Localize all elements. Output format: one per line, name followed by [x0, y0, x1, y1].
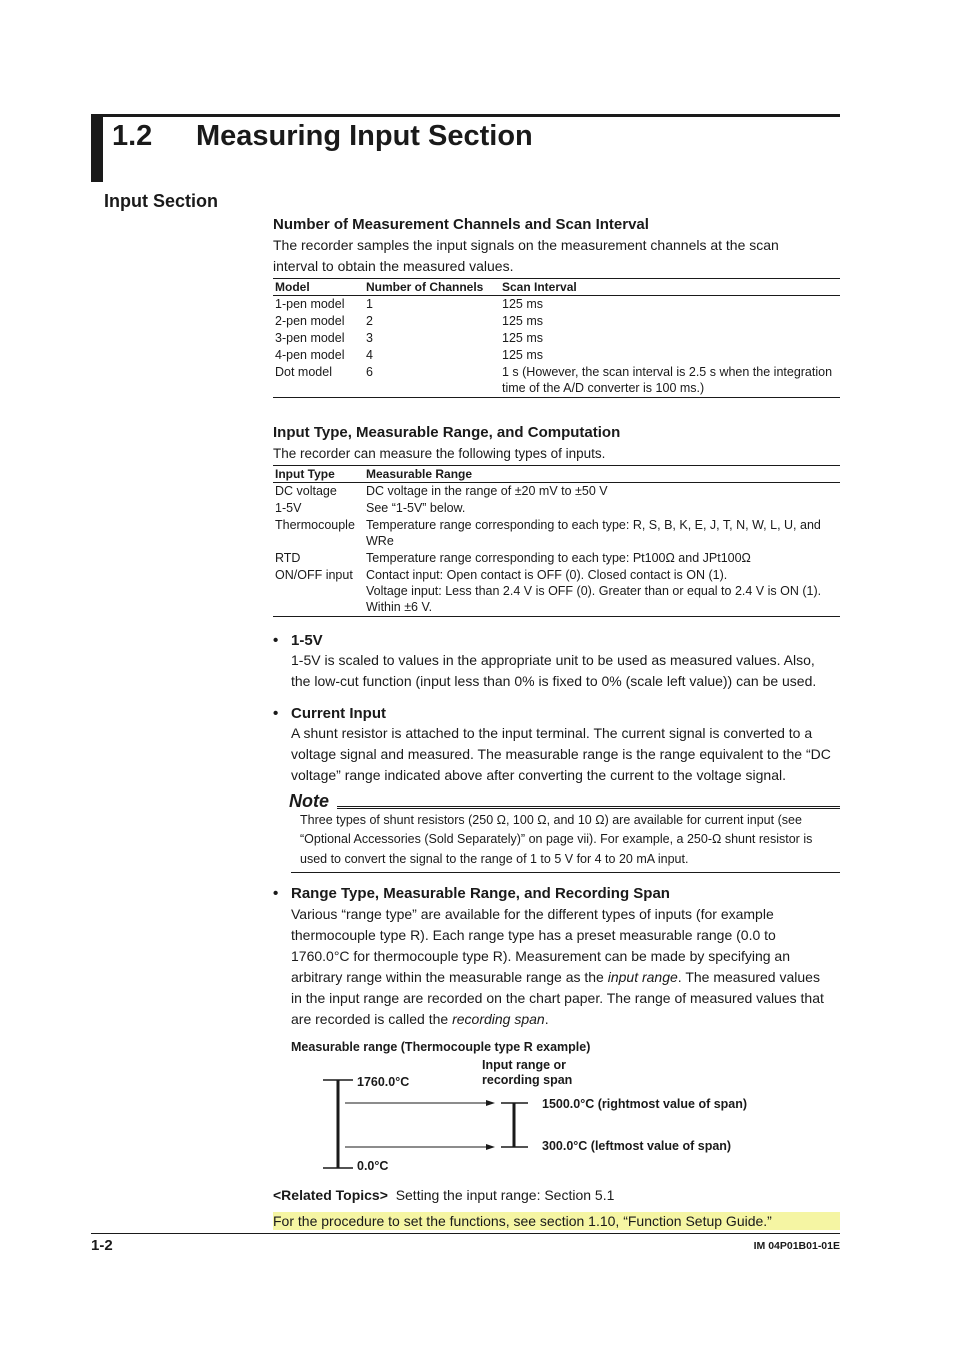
interval-cell: 125 ms [502, 331, 543, 345]
title-accent-bar [91, 114, 103, 182]
range-cell [364, 567, 840, 617]
document-id: IM 04P01B01-01E [753, 1240, 840, 1252]
bullet-current-line: voltage” range indicated above after converting the current to the voltage signal. [291, 767, 786, 783]
note-label: Note [289, 791, 329, 811]
bullet-range-line: thermocouple type R). Each range type has a preset measurable range (0.0 to [291, 927, 776, 943]
range-cell [364, 517, 840, 550]
input-type-cell: 1-5V [275, 501, 302, 515]
interval-line: time of the A/D converter is 100 ms.) [502, 381, 705, 395]
table-row [273, 483, 840, 501]
interval-cell: 125 ms [502, 314, 543, 328]
bullet-range-line [291, 967, 820, 988]
column-header-input-type: Input Type [273, 466, 364, 483]
bullet-range-line: in the input range are recorded on the chart paper. The range of measured values that [291, 990, 824, 1006]
italic-term: input range [607, 969, 678, 985]
title-rule [91, 114, 840, 117]
channels-cell: 4 [366, 348, 373, 362]
table-row [273, 550, 840, 567]
footer-rule [91, 1233, 840, 1234]
interval-cell: 125 ms [502, 348, 543, 362]
text-span: are recorded is called the [291, 1011, 453, 1027]
range-cell: DC voltage in the range of ±20 mV to ±50 V [366, 484, 608, 498]
model-cell: 2-pen model [275, 314, 345, 328]
channels-cell: 3 [366, 331, 373, 345]
bullet-current-line: A shunt resistor is attached to the input terminal. The current signal is converted to a [291, 725, 813, 741]
model-cell: Dot model [275, 365, 332, 379]
note-line: “Optional Accessories (Sold Separately)” on page vii). For example, a 250-Ω shunt resistor is [300, 832, 813, 846]
text-span: . [544, 1011, 549, 1027]
note-bottom-rule [291, 872, 840, 873]
model-cell: 3-pen model [275, 331, 345, 345]
range-line: Temperature range corresponding to each type: R, S, B, K, E, J, T, N, W, L, U, and [366, 518, 821, 532]
text-span: . The measured values [677, 969, 820, 985]
table-row [273, 517, 840, 550]
column-header-measurable-range: Measurable Range [364, 466, 840, 483]
note-top-rule [337, 806, 840, 807]
bullet-current-line: voltage signal and measured. The measurable range is the range equivalent to the “DC [291, 746, 831, 762]
table-row [273, 330, 840, 347]
table-row [273, 296, 840, 314]
input-type-cell: DC voltage [275, 484, 337, 498]
table-row [273, 347, 840, 364]
interval-line: 1 s (However, the scan interval is 2.5 s when the integration [502, 365, 833, 379]
diagram-caption: Measurable range (Thermocouple type R example) [291, 1040, 591, 1054]
bullet-range-line [291, 1009, 549, 1030]
bullet-marker: • [273, 705, 279, 722]
range-cell: See “1-5V” below. [366, 501, 466, 515]
range-line: Voltage input: Less than 2.4 V is OFF (0). Greater than or equal to 2.4 V is ON (1). [366, 584, 822, 598]
lower-arrowhead [486, 1144, 495, 1150]
range-line: Within ±6 V. [366, 600, 433, 614]
upper-arrowhead [486, 1100, 495, 1106]
section-number: 1.2 [112, 120, 153, 152]
italic-term: recording span [452, 1011, 545, 1027]
related-topics [273, 1185, 614, 1206]
channels-cell: 6 [366, 365, 373, 379]
input-types-table [273, 465, 840, 617]
table-row [273, 313, 840, 330]
note-line: Three types of shunt resistors (250 Ω, 100 Ω, and 10 Ω) are available for current input (see [300, 813, 802, 827]
channels-intro-line1: The recorder samples the input signals on the measurement channels at the scan [273, 237, 779, 253]
text-span: arbitrary range within the measurable range as the [291, 969, 608, 985]
channels-cell: 2 [366, 314, 373, 328]
related-topics-label: <Related Topics> [273, 1187, 388, 1203]
table-row [273, 500, 840, 517]
bottom-value-label: 0.0°C [357, 1159, 389, 1173]
interval-cell [500, 364, 840, 398]
table-row [273, 567, 840, 617]
interval-cell: 125 ms [502, 297, 543, 311]
input-type-cell: RTD [275, 551, 301, 565]
related-topics-text: Setting the input range: Section 5.1 [395, 1187, 615, 1203]
input-type-cell: Thermocouple [275, 518, 355, 532]
top-value-label: 1760.0°C [357, 1075, 410, 1089]
channels-table [273, 278, 840, 398]
column-header-channels: Number of Channels [364, 279, 500, 296]
bullet-range-line: Various “range type” are available for the different types of inputs (for example [291, 906, 774, 922]
channels-intro-line2: interval to obtain the measured values. [273, 258, 514, 274]
left-value-label: 300.0°C (leftmost value of span) [542, 1139, 732, 1153]
model-cell: 4-pen model [275, 348, 345, 362]
note-line: used to convert the signal to the range of 1 to 5 V for 4 to 20 mA input. [300, 852, 689, 866]
table-header-row [273, 279, 840, 296]
bullet-range-heading: Range Type, Measurable Range, and Recording Span [291, 885, 670, 902]
bullet-15v-line: 1-5V is scaled to values in the appropriate unit to be used as measured values. Also, [291, 652, 815, 668]
bullet-marker: • [273, 632, 279, 649]
range-cell: Temperature range corresponding to each type: Pt100Ω and JPt100Ω [366, 551, 751, 565]
span-label-line: Input range or [482, 1058, 567, 1072]
input-section-heading: Input Section [104, 191, 218, 211]
note-top-rule-2 [337, 808, 840, 809]
bullet-current-heading: Current Input [291, 705, 386, 722]
input-type-cell: ON/OFF input [275, 568, 353, 582]
table-header-row [273, 466, 840, 483]
bullet-range-line: 1760.0°C for thermocouple type R). Measurement can be made by specifying an [291, 948, 790, 964]
bullet-15v-heading: 1-5V [291, 632, 323, 649]
page-number: 1-2 [91, 1237, 113, 1254]
column-header-model: Model [273, 279, 364, 296]
input-types-intro: The recorder can measure the following types of inputs. [273, 446, 606, 461]
bullet-15v-line: the low-cut function (input less than 0% is fixed to 0% (scale left value)) can be used. [291, 673, 817, 689]
channels-heading: Number of Measurement Channels and Scan Interval [273, 216, 649, 233]
range-line: Contact input: Open contact is OFF (0). Closed contact is ON (1). [366, 568, 728, 582]
input-types-heading: Input Type, Measurable Range, and Computation [273, 424, 621, 441]
bullet-marker: • [273, 885, 279, 902]
procedure-note: For the procedure to set the functions, see section 1.10, “Function Setup Guide.” [273, 1212, 840, 1230]
table-row [273, 364, 840, 398]
channels-cell: 1 [366, 297, 373, 311]
page-title: Measuring Input Section [196, 120, 533, 152]
range-line: WRe [366, 534, 394, 548]
column-header-interval: Scan Interval [500, 279, 840, 296]
span-label-line: recording span [482, 1073, 573, 1087]
model-cell: 1-pen model [275, 297, 345, 311]
right-value-label: 1500.0°C (rightmost value of span) [542, 1097, 748, 1111]
